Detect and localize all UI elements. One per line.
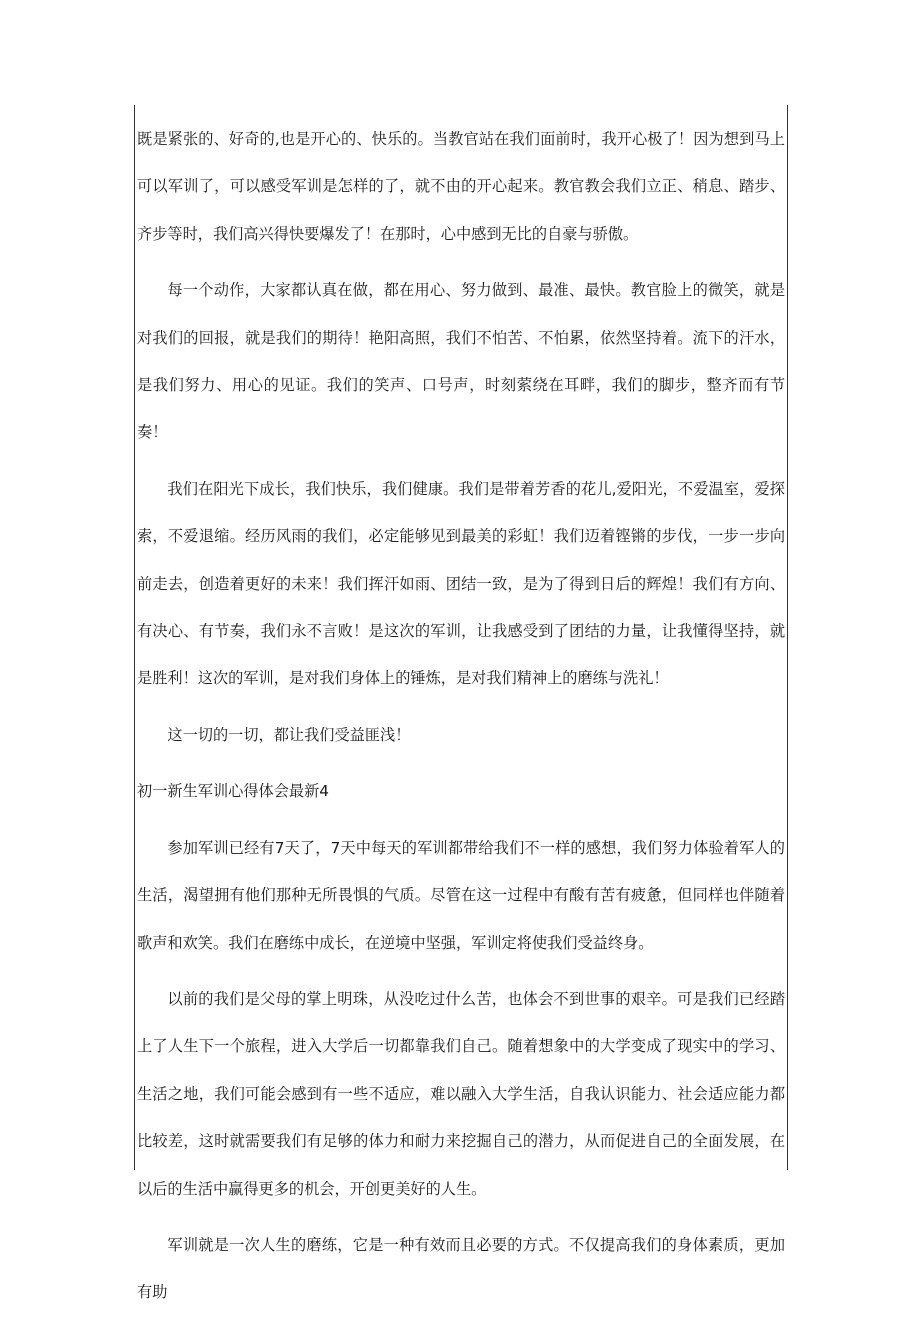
paragraph-7: 军训就是一次人生的磨练，它是一种有效而且必要的方式。不仅提高我们的身体素质，更加有助 bbox=[137, 1235, 785, 1302]
paragraph-3: 我们在阳光下成长，我们快乐，我们健康。我们是带着芳香的花儿,爱阳光，不爱温室，爱探索，不爱退缩。经历风雨的我们，必定能够见到最美的彩虹！我们迈着铿锵的步伐，一步一步向前走去，创造着更好的未来！我们挥汗如雨、团结一致，是为了得到日后的辉煌！我们有方向、有决心、有节奏，我们永不言败！是这次的军训，让我感受到了团结的力量，让我懂得坚持，就是胜利！这次的军训，是对我们身体上的锤炼，是对我们精神上的磨练与洗礼！ bbox=[137, 479, 785, 688]
paragraph-2: 每一个动作，大家都认真在做，都在用心、努力做到、最准、最快。教官脸上的微笑，就是对我们的回报，就是我们的期待！艳阳高照，我们不怕苦、不怕累，依然坚持着。流下的汗水，是我们努力、用心的见证。我们的笑声、口号声，时刻萦绕在耳畔，我们的脚步，整齐而有节奏！ bbox=[137, 281, 785, 442]
paragraph-6: 以前的我们是父母的掌上明珠，从没吃过什么苦，也体会不到世事的艰辛。可是我们已经踏上了人生下一个旅程，进入大学后一切都靠我们自己。随着想象中的大学变成了现实中的学习、生活之地，我们可能会感到有一些不适应，难以融入大学生活，自我认识能力、社会适应能力都比较差，这时就需要我们有足够的体力和耐力来挖掘自己的潜力，从而促进自己的全面发展，在以后的生活中赢得更多的机会，开创更美好的人生。 bbox=[137, 989, 785, 1198]
paragraph-1: 既是紧张的、好奇的,也是开心的、快乐的。当教官站在我们面前时，我开心极了！因为想到马上可以军训了，可以感受军训是怎样的了，就不由的开心起来。教官教会我们立正、稍息、踏步、齐步等时，我们高兴得快要爆发了！在那时，心中感到无比的自豪与骄傲。 bbox=[137, 130, 785, 243]
paragraph-5: 参加军训已经有7天了，7天中每天的军训都带给我们不一样的感想，我们努力体验着军人的生活，渴望拥有他们那种无所畏惧的气质。尽管在这一过程中有酸有苦有疲惫，但同样也伴随着歌声和欢笑。我们在磨练中成长，在逆境中坚强，军训定将使我们受益终身。 bbox=[137, 838, 785, 952]
left-margin-rule bbox=[134, 105, 135, 1170]
document-body bbox=[137, 116, 785, 1317]
paragraph-spacer bbox=[137, 1213, 785, 1222]
right-margin-rule bbox=[787, 105, 788, 1170]
paragraph-spacer bbox=[137, 258, 785, 267]
paragraph-spacer bbox=[137, 703, 785, 712]
paragraph-spacer bbox=[137, 457, 785, 466]
paragraph-4: 这一切的一切，都让我们受益匪浅！ bbox=[167, 725, 411, 744]
paragraph-spacer bbox=[137, 759, 785, 768]
paragraph-spacer bbox=[137, 816, 785, 825]
section-heading: 初一新生军训心得体会最新4 bbox=[137, 782, 329, 801]
paragraph-spacer bbox=[137, 967, 785, 976]
